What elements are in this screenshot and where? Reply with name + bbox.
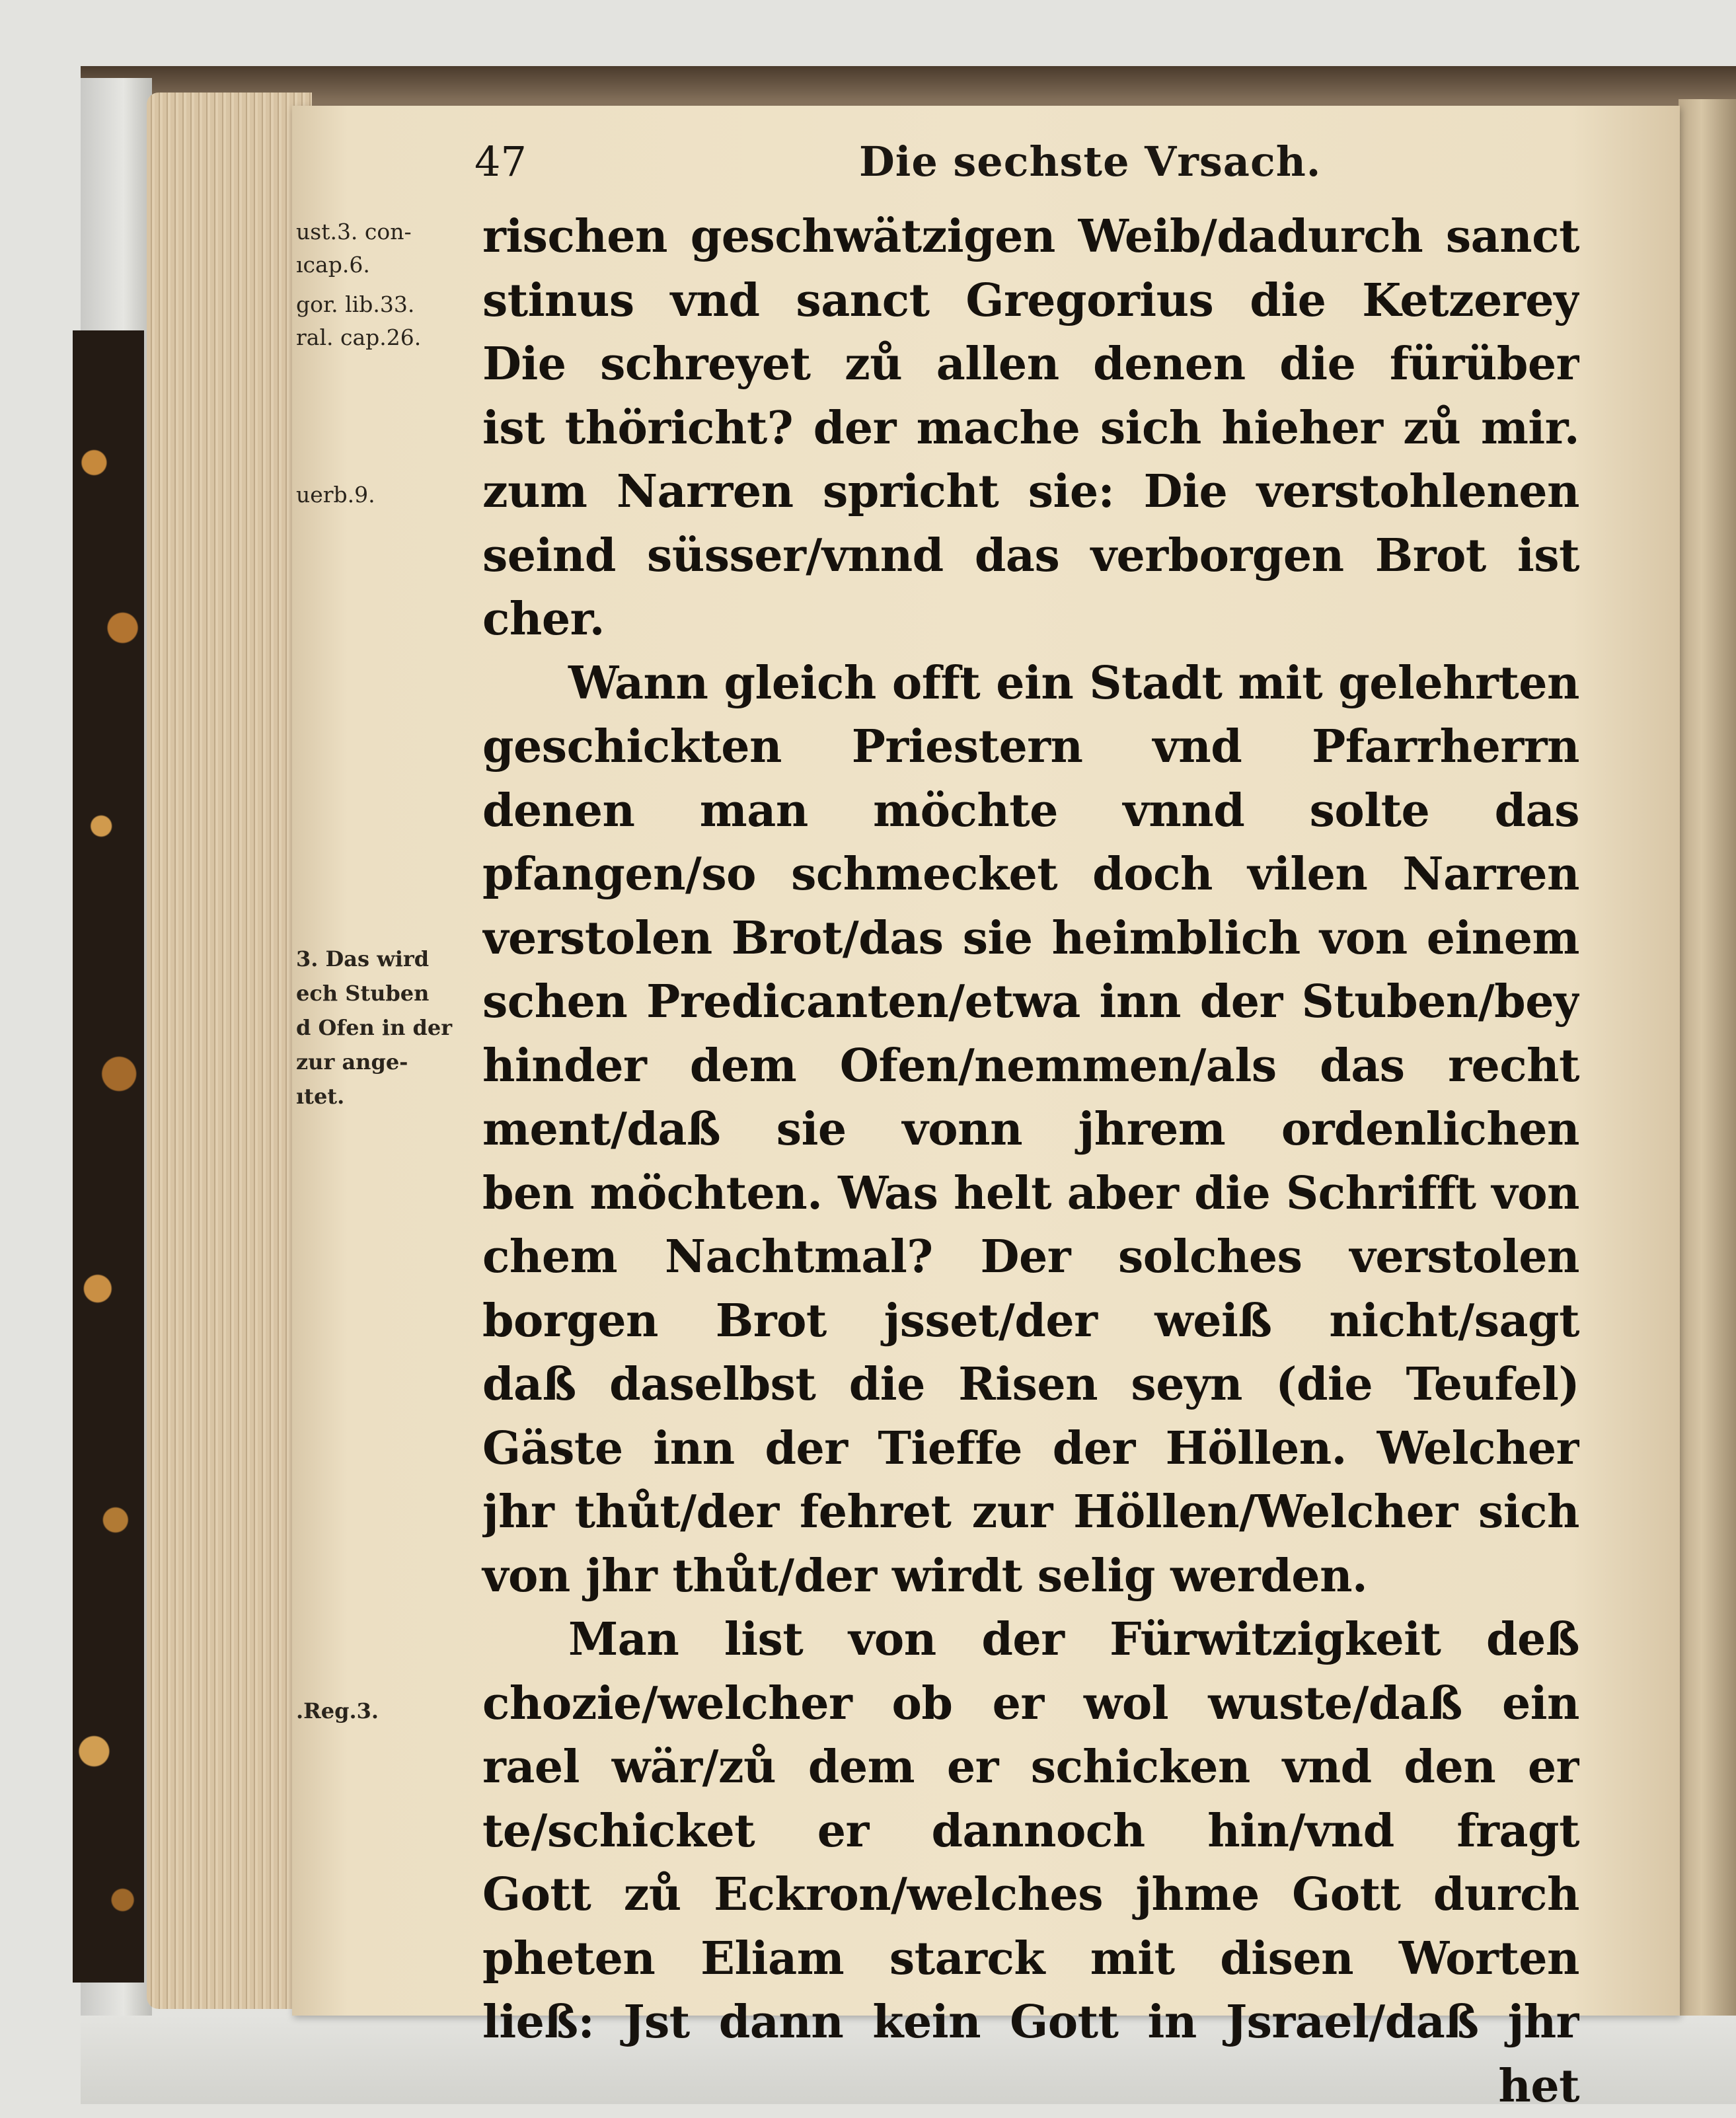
body-text bbox=[482, 205, 1579, 2118]
margin-note: ust.3. con- bbox=[296, 218, 412, 246]
book-cover-top bbox=[81, 66, 1736, 106]
text-line: schen Predicanten/etwa inn der Stuben/bey bbox=[482, 970, 1579, 1034]
margin-note: ıtet. bbox=[296, 1082, 344, 1110]
text-line: seind süsser/vnnd das verborgen Brot ist bbox=[482, 524, 1579, 588]
page-edges bbox=[147, 93, 312, 2009]
text-line: chem Nachtmal? Der solches verstolen bbox=[482, 1225, 1579, 1289]
text-line: verstolen Brot/das sie heimblich von einem bbox=[482, 907, 1579, 971]
text-line: von jhr thůt/der wirdt selig werden. bbox=[482, 1544, 1579, 1608]
text-line: Gäste inn der Tieffe der Höllen. Welcher bbox=[482, 1417, 1579, 1481]
margin-note: gor. lib.33. bbox=[296, 291, 414, 319]
text-line: hinder dem Ofen/nemmen/als das recht bbox=[482, 1034, 1579, 1098]
text-line: Gott zů Eckron/welches jhme Gott durch bbox=[482, 1863, 1579, 1927]
marbled-endpaper bbox=[73, 330, 144, 1983]
text-line: ben möchten. Was helt aber die Schrifft von bbox=[482, 1162, 1579, 1226]
page-number: 47 bbox=[474, 137, 527, 186]
text-line: Man list von der Fürwitzigkeit deß bbox=[482, 1608, 1579, 1672]
margin-note: zur ange- bbox=[296, 1048, 408, 1076]
text-line: pheten Eliam starck mit disen Worten bbox=[482, 1927, 1579, 1991]
text-line: denen man möchte vnnd solte das bbox=[482, 779, 1579, 843]
text-line: rischen geschwätzigen Weib/dadurch sanct bbox=[482, 205, 1579, 269]
text-line: stinus vnd sanct Gregorius die Ketzerey bbox=[482, 269, 1579, 333]
text-line: ment/daß sie vonn jhrem ordenlichen bbox=[482, 1098, 1579, 1162]
running-title: Die sechste Vrsach. bbox=[859, 137, 1321, 186]
text-line: geschickten Priestern vnd Pfarrherrn bbox=[482, 715, 1579, 779]
margin-note: .Reg.3. bbox=[296, 1697, 379, 1725]
catchword: het bbox=[482, 2055, 1579, 2118]
margin-note: 3. Das wird bbox=[296, 945, 429, 973]
adjacent-page-edge bbox=[1679, 99, 1736, 2029]
margin-note: ral. cap.26. bbox=[296, 324, 421, 352]
text-line: zum Narren spricht sie: Die verstohlenen bbox=[482, 460, 1579, 524]
text-line: cher. bbox=[482, 587, 1579, 652]
running-head bbox=[0, 137, 1736, 190]
text-line: te/schicket er dannoch hin/vnd fragt bbox=[482, 1799, 1579, 1864]
text-line: Wann gleich offt ein Stadt mit gelehrten bbox=[482, 652, 1579, 716]
text-line: jhr thůt/der fehret zur Höllen/Welcher sich bbox=[482, 1480, 1579, 1544]
margin-note: ech Stuben bbox=[296, 979, 429, 1007]
text-line: borgen Brot jsset/der weiß nicht/sagt bbox=[482, 1289, 1579, 1353]
text-line: chozie/welcher ob er wol wuste/daß ein bbox=[482, 1672, 1579, 1736]
text-line: daß daselbst die Risen seyn (die Teufel) bbox=[482, 1353, 1579, 1417]
text-line: ließ: Jst dann kein Gott in Jsrael/daß jhr bbox=[482, 1990, 1579, 2055]
text-line: rael wär/zů dem er schicken vnd den er bbox=[482, 1735, 1579, 1799]
text-line: ist thöricht? der mache sich hieher zů mir. bbox=[482, 397, 1579, 461]
margin-note: uerb.9. bbox=[296, 481, 375, 509]
text-line: Die schreyet zů allen denen die fürüber bbox=[482, 332, 1579, 397]
margin-note: ıcap.6. bbox=[296, 251, 370, 279]
text-line: pfangen/so schmecket doch vilen Narren bbox=[482, 843, 1579, 907]
margin-note: d Ofen in der bbox=[296, 1014, 452, 1041]
